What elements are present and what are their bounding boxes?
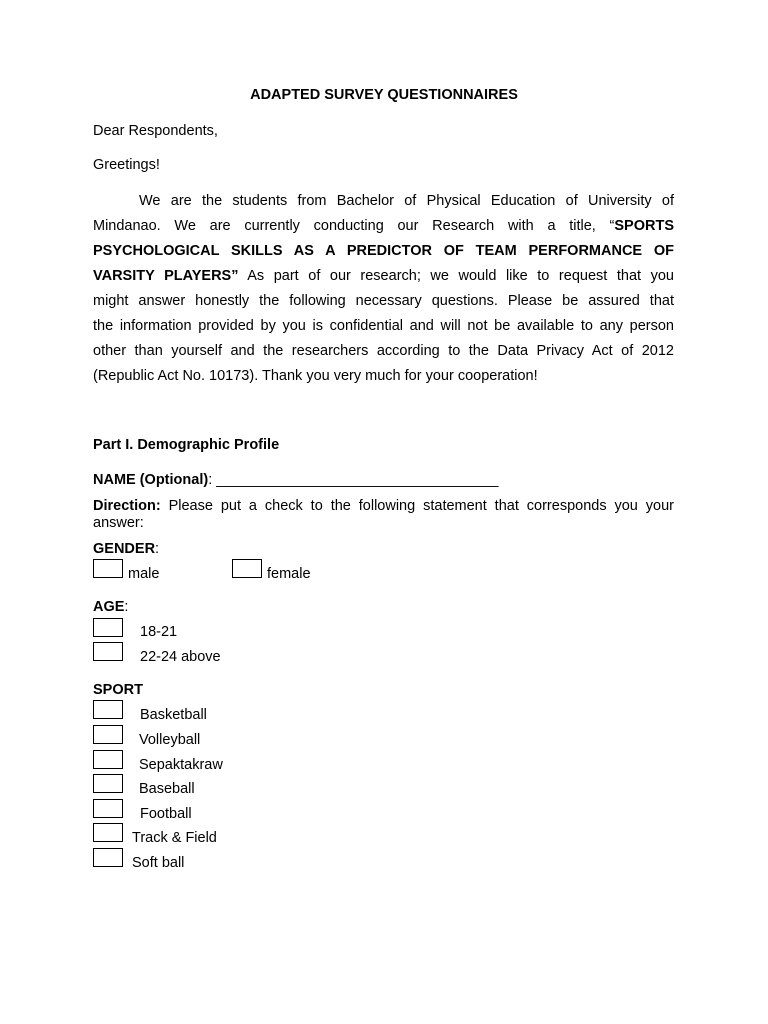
- direction-label: Direction:: [93, 498, 161, 514]
- sport-softball-checkbox[interactable]: [93, 848, 123, 867]
- intro-line-3: PSYCHOLOGICAL SKILLS AS A PREDICTOR OF TEAM PERFORMANCE OF: [93, 243, 674, 259]
- sport-volleyball-checkbox[interactable]: [93, 725, 123, 744]
- salutation: Dear Respondents,: [93, 123, 218, 139]
- name-field-row: [93, 472, 499, 488]
- sport-label: SPORT: [93, 682, 143, 698]
- name-blank-line[interactable]: : ___________________________________: [208, 472, 499, 488]
- sport-basketball-label: Basketball: [140, 707, 207, 723]
- document-title: ADAPTED SURVEY QUESTIONNAIRES: [250, 87, 518, 103]
- sport-track-field-label: Track & Field: [132, 830, 217, 846]
- age-22-24-checkbox[interactable]: [93, 642, 123, 661]
- sport-track-field-checkbox[interactable]: [93, 823, 123, 842]
- sport-baseball-checkbox[interactable]: [93, 774, 123, 793]
- age-18-21-label: 18-21: [140, 624, 178, 640]
- intro-line-1: We are the students from Bachelor of Physical Education of University of: [139, 193, 674, 209]
- age-18-21-checkbox[interactable]: [93, 618, 123, 637]
- age-22-24-label: 22-24 above: [140, 649, 221, 665]
- section-heading-demographic: Part I. Demographic Profile: [93, 437, 280, 453]
- sport-softball-label: Soft ball: [132, 855, 185, 871]
- intro-line-6: the information provided by you is confidential and will not be available to any person: [93, 318, 674, 334]
- sport-football-label: Football: [140, 806, 192, 822]
- gender-male-label: male: [128, 566, 160, 582]
- direction-text: Direction: Please put a check to the following statement that corresponds you your answer:: [93, 498, 674, 531]
- name-label: NAME (Optional): [93, 472, 209, 488]
- gender-label: GENDER:: [93, 541, 160, 557]
- age-label: AGE:: [93, 599, 129, 615]
- sport-sepaktakraw-label: Sepaktakraw: [139, 757, 223, 773]
- intro-line-2: Mindanao. We are currently conducting our Research with a title, “SPORTS: [93, 218, 674, 234]
- sport-basketball-checkbox[interactable]: [93, 700, 123, 719]
- intro-line-4: VARSITY PLAYERS” As part of our research; we would like to request that you: [93, 268, 674, 284]
- sport-football-checkbox[interactable]: [93, 799, 123, 818]
- gender-female-checkbox[interactable]: [232, 559, 262, 578]
- intro-line-5: might answer honestly the following necessary questions. Please be assured that: [93, 293, 674, 309]
- intro-line-8: (Republic Act No. 10173). Thank you very much for your cooperation!: [93, 368, 538, 384]
- intro-paragraph: [93, 189, 674, 389]
- greeting: Greetings!: [93, 157, 160, 173]
- gender-male-checkbox[interactable]: [93, 559, 123, 578]
- sport-sepaktakraw-checkbox[interactable]: [93, 750, 123, 769]
- sport-volleyball-label: Volleyball: [139, 732, 201, 748]
- intro-line-7: other than yourself and the researchers according to the Data Privacy Act of 2012: [93, 343, 674, 359]
- sport-baseball-label: Baseball: [139, 781, 195, 797]
- gender-female-label: female: [267, 566, 311, 582]
